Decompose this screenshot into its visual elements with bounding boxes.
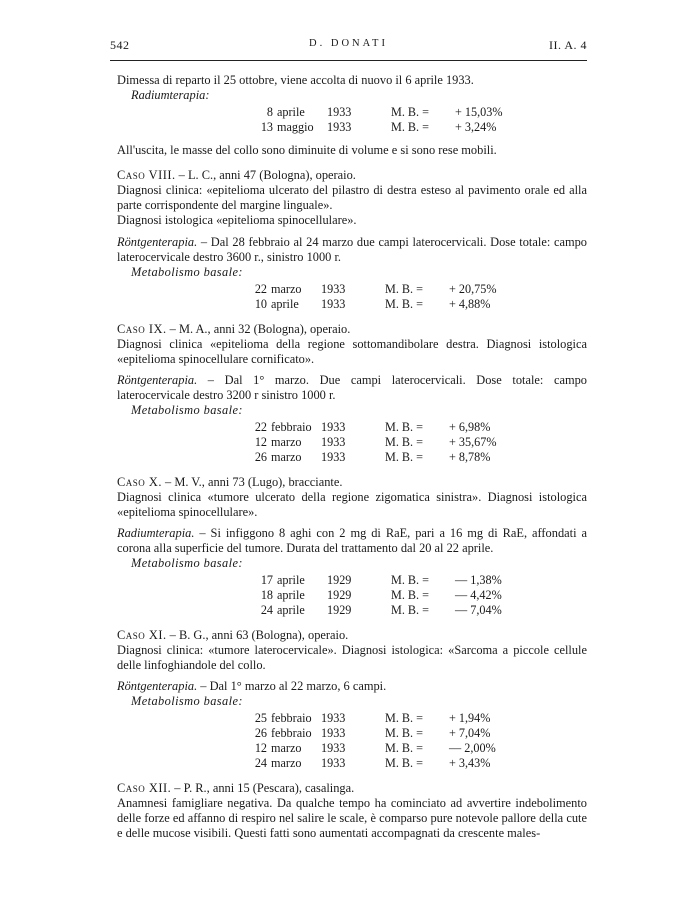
label-cell: M. B. = xyxy=(385,297,424,311)
label-cell: M. B. = xyxy=(391,573,430,587)
year-cell: 1929 xyxy=(327,588,352,602)
day-cell: 17 xyxy=(260,573,273,587)
year-cell: 1933 xyxy=(321,741,346,755)
case-heading xyxy=(117,628,587,643)
therapy-name: Röntgenterapia. xyxy=(117,235,198,249)
case-number: Caso XI. xyxy=(117,628,167,642)
case-number: Caso XII. xyxy=(117,781,172,795)
paragraph xyxy=(117,679,587,694)
case-heading xyxy=(117,781,587,796)
therapy-name: Röntgenterapia. xyxy=(117,373,198,387)
metabolism-label: Metabolismo basale: xyxy=(131,694,243,708)
therapy-label: Radiumterapia: xyxy=(131,88,210,102)
case-details: – B. G., anni 63 (Bologna), operaio. xyxy=(166,628,349,642)
label-cell: M. B. = xyxy=(385,756,424,770)
paragraph xyxy=(117,373,587,403)
paragraph: Diagnosi clinica: «tumore laterocervicale». Diagnosi istologica: «Sarcoma a piccole cellule delle linfoghiandole del collo. xyxy=(117,643,587,672)
day-cell: 22 xyxy=(254,420,267,434)
case-number: Caso X. xyxy=(117,475,162,489)
day-cell: 12 xyxy=(254,741,267,755)
value-cell: + 3,24% xyxy=(455,120,497,134)
paragraph: Diagnosi istologica «epitelioma spinocellulare». xyxy=(117,213,357,227)
value-cell: — 7,04% xyxy=(455,603,502,617)
paragraph: Diagnosi clinica «tumore ulcerato della regione zigomatica sinistra». Diagnosi istologica «epitelioma spinocellulare». xyxy=(117,490,587,519)
case-details: – M. A., anni 32 (Bologna), operaio. xyxy=(166,322,351,336)
measurement-row xyxy=(227,450,497,465)
measurement-row xyxy=(233,573,502,588)
label-cell: M. B. = xyxy=(385,711,424,725)
case-heading xyxy=(117,168,587,183)
therapy-name: Röntgenterapia. xyxy=(117,679,198,693)
paragraph: Anamnesi famigliare negativa. Da qualche tempo ha cominciato ad avvertire indebolimento delle forze ed affanno di respiro nel salire le scale, è comparso pure notevole pallore della cute e delle mucose visibili. Questi fatti sono aumentati accompagnati da crescente males- xyxy=(117,796,587,840)
measurement-row xyxy=(233,603,502,618)
year-cell: 1929 xyxy=(327,573,352,587)
measurement-row xyxy=(227,435,497,450)
day-cell: 26 xyxy=(254,450,267,464)
month-cell: febbraio xyxy=(271,420,312,434)
case-heading xyxy=(117,475,587,490)
label-cell: M. B. = xyxy=(385,282,424,296)
value-cell: + 7,04% xyxy=(449,726,491,740)
header-rule xyxy=(110,60,587,61)
running-header xyxy=(110,38,587,54)
metabolism-label: Metabolismo basale: xyxy=(131,403,243,417)
measurement-table xyxy=(227,282,497,312)
value-cell: + 20,75% xyxy=(449,282,497,296)
month-cell: febbraio xyxy=(271,711,312,725)
year-cell: 1929 xyxy=(327,603,352,617)
month-cell: aprile xyxy=(277,573,305,587)
therapy-name: Radiumterapia. xyxy=(117,526,195,540)
metabolism-label: Metabolismo basale: xyxy=(131,556,243,570)
day-cell: 8 xyxy=(266,105,273,119)
measurement-row xyxy=(227,756,496,771)
year-cell: 1933 xyxy=(327,120,352,134)
page-body xyxy=(117,73,587,841)
paragraph xyxy=(117,235,587,265)
label-cell: M. B. = xyxy=(391,120,430,134)
paragraph: Diagnosi clinica: «epitelioma ulcerato del pilastro di destra esteso al pavimento orale ed alla parte corrispondente del margine linguale». xyxy=(117,183,587,212)
value-cell: + 3,43% xyxy=(449,756,491,770)
day-cell: 10 xyxy=(254,297,267,311)
day-cell: 13 xyxy=(260,120,273,134)
therapy-text: – Dal 1° marzo. Due campi laterocervicali. Dose totale: campo laterocervicale destro 3200 r sinistro 1000 r. xyxy=(117,373,587,402)
month-cell: maggio xyxy=(277,120,314,134)
therapy-text: – Si infiggono 8 aghi con 2 mg di RaE, pari a 16 mg di RaE, affondati a corona alla superficie del tumore. Durata del trattamento dal 20 al 22 aprile. xyxy=(117,526,587,555)
year-cell: 1933 xyxy=(321,756,346,770)
year-cell: 1933 xyxy=(321,420,346,434)
label-cell: M. B. = xyxy=(391,588,430,602)
year-cell: 1933 xyxy=(321,282,346,296)
label-cell: M. B. = xyxy=(385,741,424,755)
case-details: – P. R., anni 15 (Pescara), casalinga. xyxy=(171,781,355,795)
month-cell: aprile xyxy=(277,588,305,602)
value-cell: — 1,38% xyxy=(455,573,502,587)
measurement-row xyxy=(233,120,503,135)
therapy-text: – Dal 28 febbraio al 24 marzo due campi laterocervicali. Dose totale: campo laterocervicale destro 3600 r., sinistro 1000 r. xyxy=(117,235,587,264)
page-number: 542 xyxy=(110,38,130,52)
label-cell: M. B. = xyxy=(391,105,430,119)
value-cell: — 2,00% xyxy=(449,741,496,755)
section-ref: II. A. 4 xyxy=(549,38,587,52)
paragraph xyxy=(117,526,587,556)
case-heading xyxy=(117,322,587,337)
paragraph: Dimessa di reparto il 25 ottobre, viene accolta di nuovo il 6 aprile 1933. xyxy=(117,73,474,87)
label-cell: M. B. = xyxy=(385,420,424,434)
measurement-row xyxy=(227,420,497,435)
metabolism-label: Metabolismo basale: xyxy=(131,265,243,279)
measurement-table xyxy=(227,711,496,771)
year-cell: 1933 xyxy=(321,435,346,449)
measurement-row xyxy=(227,741,496,756)
measurement-table xyxy=(233,573,502,618)
month-cell: marzo xyxy=(271,756,302,770)
measurement-table xyxy=(227,420,497,465)
value-cell: + 6,98% xyxy=(449,420,491,434)
month-cell: marzo xyxy=(271,741,302,755)
month-cell: marzo xyxy=(271,282,302,296)
case-number: Caso VIII. xyxy=(117,168,176,182)
day-cell: 26 xyxy=(254,726,267,740)
value-cell: — 4,42% xyxy=(455,588,502,602)
year-cell: 1933 xyxy=(321,726,346,740)
measurement-row xyxy=(227,282,497,297)
year-cell: 1933 xyxy=(321,450,346,464)
label-cell: M. B. = xyxy=(385,726,424,740)
running-author: D. DONATI xyxy=(309,38,388,49)
month-cell: marzo xyxy=(271,435,302,449)
value-cell: + 35,67% xyxy=(449,435,497,449)
month-cell: febbraio xyxy=(271,726,312,740)
year-cell: 1933 xyxy=(321,711,346,725)
month-cell: marzo xyxy=(271,450,302,464)
day-cell: 18 xyxy=(260,588,273,602)
measurement-row xyxy=(227,711,496,726)
day-cell: 24 xyxy=(260,603,273,617)
day-cell: 24 xyxy=(254,756,267,770)
day-cell: 12 xyxy=(254,435,267,449)
day-cell: 22 xyxy=(254,282,267,296)
measurement-row xyxy=(227,297,497,312)
value-cell: + 15,03% xyxy=(455,105,503,119)
year-cell: 1933 xyxy=(321,297,346,311)
label-cell: M. B. = xyxy=(385,435,424,449)
therapy-text: – Dal 1° marzo al 22 marzo, 6 campi. xyxy=(197,679,387,693)
year-cell: 1933 xyxy=(327,105,352,119)
value-cell: + 1,94% xyxy=(449,711,491,725)
month-cell: aprile xyxy=(277,603,305,617)
month-cell: aprile xyxy=(271,297,299,311)
case-details: – L. C., anni 47 (Bologna), operaio. xyxy=(175,168,356,182)
measurement-table xyxy=(233,105,503,135)
day-cell: 25 xyxy=(254,711,267,725)
measurement-row xyxy=(227,726,496,741)
case-details: – M. V., anni 73 (Lugo), bracciante. xyxy=(161,475,343,489)
label-cell: M. B. = xyxy=(391,603,430,617)
label-cell: M. B. = xyxy=(385,450,424,464)
case-number: Caso IX. xyxy=(117,322,167,336)
measurement-row xyxy=(233,588,502,603)
month-cell: aprile xyxy=(277,105,305,119)
paragraph: All'uscita, le masse del collo sono diminuite di volume e si sono rese mobili. xyxy=(117,143,497,157)
measurement-row xyxy=(233,105,503,120)
paragraph: Diagnosi clinica «epitelioma della regione sottomandibolare destra. Diagnosi istologica «epitelioma spinocellulare cornificato». xyxy=(117,337,587,366)
value-cell: + 4,88% xyxy=(449,297,491,311)
value-cell: + 8,78% xyxy=(449,450,491,464)
